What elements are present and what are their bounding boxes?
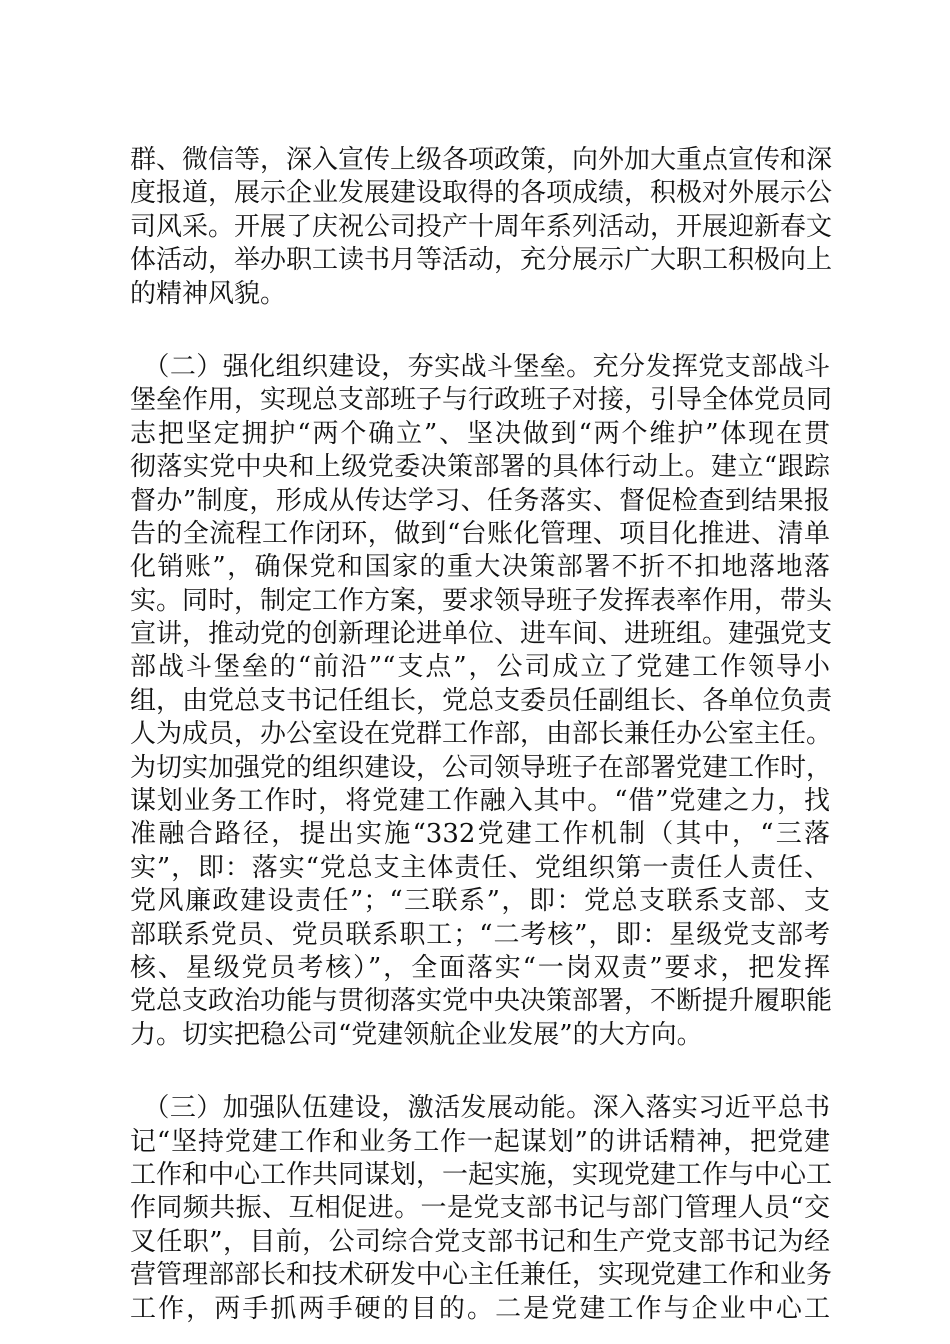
text-line: 宣讲，推动党的创新理论进单位、进车间、进班组。建强党支 xyxy=(130,619,833,650)
text-line: 告的全流程工作闭环，做到“台账化管理、项目化推进、清单 xyxy=(130,518,830,549)
paragraph-1 xyxy=(130,144,833,311)
text-line: 部战斗堡垒的“前沿”“支点”，公司成立了党建工作领导小 xyxy=(130,652,830,683)
text-line: 力。切实把稳公司“党建领航企业发展”的大方向。 xyxy=(130,1019,703,1050)
text-line: 工作，两手抓两手硬的目的。二是党建工作与企业中心工 xyxy=(130,1293,830,1324)
text-line: 度报道，展示企业发展建设取得的各项成绩，积极对外展示公 xyxy=(130,178,833,209)
paragraph-3 xyxy=(130,1092,833,1326)
text-line: 核、星级党员考核）”，全面落实“一岗双责”要求，把发挥 xyxy=(130,952,830,983)
text-line: 督办”制度，形成从传达学习、任务落实、督促检查到结果报 xyxy=(130,485,830,516)
text-line: 化销账”，确保党和国家的重大决策部署不折不扣地落地落 xyxy=(130,552,830,583)
text-line: 部联系党员、党员联系职工；“二考核”，即：星级党支部考 xyxy=(130,919,830,950)
paragraph-gap xyxy=(130,1052,830,1092)
text-line: 谋划业务工作时，将党建工作融入其中。“借”党建之力，找 xyxy=(130,786,830,817)
text-line: 准融合路径，提出实施“332党建工作机制（其中，“三落 xyxy=(130,819,830,850)
text-line: 工作和中心工作共同谋划，一起实施，实现党建工作与中心工 xyxy=(130,1159,833,1190)
document-page xyxy=(130,144,833,1326)
text-line: 实”，即：落实“党总支主体责任、党组织第一责任人责任、 xyxy=(130,852,830,883)
text-line: 作同频共振、互相促进。一是党支部书记与部门管理人员“交 xyxy=(130,1193,830,1224)
text-line: 组，由党总支书记任组长，党总支委员任副组长、各单位负责 xyxy=(130,685,833,716)
text-line: 人为成员，办公室设在党群工作部，由部长兼任办公室主任。 xyxy=(130,719,833,750)
text-line: 记“坚持党建工作和业务工作一起谋划”的讲话精神，把党建 xyxy=(130,1126,830,1157)
text-line: 党风廉政建设责任”；“三联系”，即：党总支联系支部、支 xyxy=(130,886,830,917)
text-line: 叉任职”，目前，公司综合党支部书记和生产党支部书记为经 xyxy=(130,1226,830,1257)
text-line: 营管理部部长和技术研发中心主任兼任，实现党建工作和业务 xyxy=(130,1260,833,1291)
text-line: （三）加强队伍建设，激活发展动能。深入落实习近平总书 xyxy=(130,1093,830,1124)
text-line: 司风采。开展了庆祝公司投产十周年系列活动，开展迎新春文 xyxy=(130,211,833,242)
paragraph-2 xyxy=(130,351,833,1052)
text-line: 为切实加强党的组织建设，公司领导班子在部署党建工作时， xyxy=(130,752,833,783)
text-line: （二）强化组织建设，夯实战斗堡垒。充分发挥党支部战斗 xyxy=(130,351,830,382)
text-line: 体活动，举办职工读书月等活动，充分展示广大职工积极向上 xyxy=(130,245,833,276)
text-line: 彻落实党中央和上级党委决策部署的具体行动上。建立“跟踪 xyxy=(130,452,830,483)
text-line: 群、微信等，深入宣传上级各项政策，向外加大重点宣传和深 xyxy=(130,145,833,175)
text-line: 志把坚定拥护“两个确立”、坚决做到“两个维护”体现在贯 xyxy=(130,418,830,449)
text-line: 实。同时，制定工作方案，要求领导班子发挥表率作用，带头 xyxy=(130,585,833,616)
text-line: 党总支政治功能与贯彻落实党中央决策部署，不断提升履职能 xyxy=(130,986,833,1017)
text-line: 堡垒作用，实现总支部班子与行政班子对接，引导全体党员同 xyxy=(130,385,833,416)
text-line: 的精神风貌。 xyxy=(130,278,287,309)
paragraph-gap xyxy=(130,311,830,351)
